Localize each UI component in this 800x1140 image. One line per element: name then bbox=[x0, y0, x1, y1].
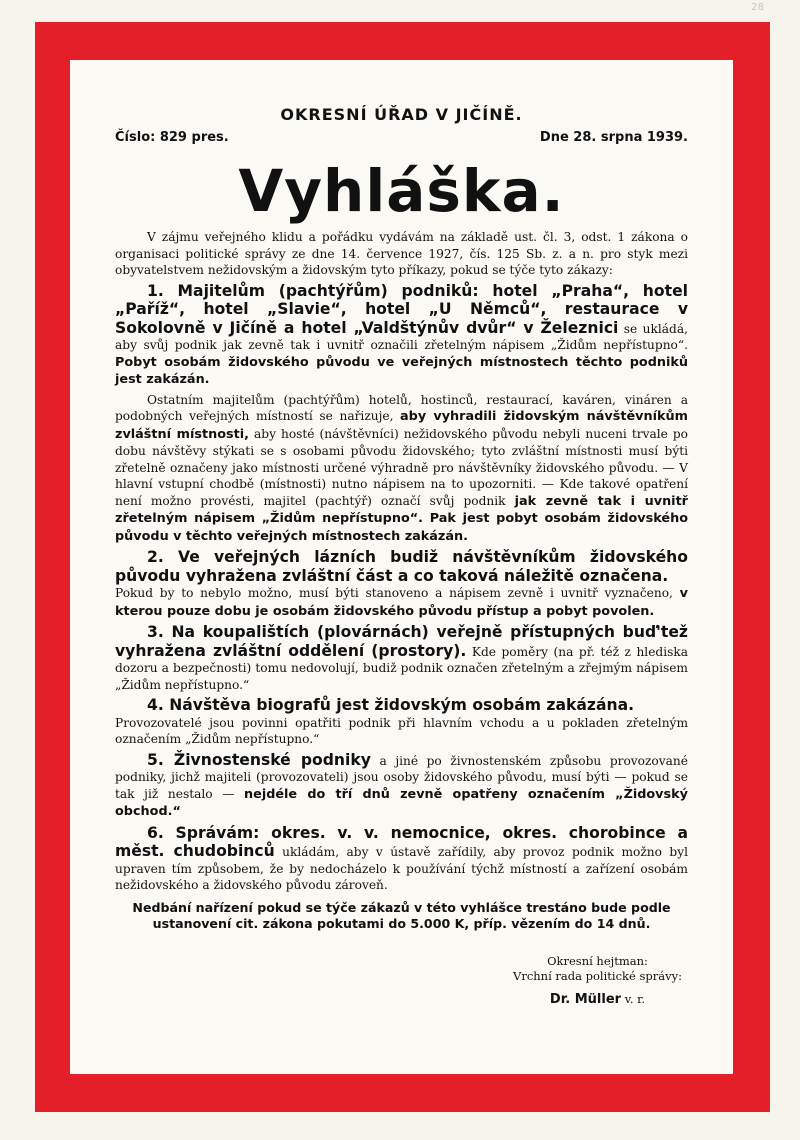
section-6-heading: 6. Správám: okres. v. v. nemocnice, okres. chorobince a měst. chudobinců bbox=[115, 823, 688, 860]
section-1-bold: Pobyt osobám židovského původu ve veřejných místnostech těchto podniků jest zakázán. bbox=[115, 354, 688, 387]
section-6 bbox=[115, 824, 688, 894]
red-frame-bottom bbox=[35, 1074, 770, 1112]
office-heading: OKRESNÍ ÚŘAD V JIČÍNĚ. bbox=[280, 105, 523, 124]
reference-line bbox=[115, 130, 688, 145]
section-1-heading: 1. Majitelům (pachtýřům) podniků: hotel „Praha“, hotel „Paříž“, hotel „Slavie“, hotel „U Němců“, restaurace v Sokolovně v Jičíně a hotel „Valdštýnův dvůr“ v Železnici bbox=[115, 281, 688, 337]
red-frame-left bbox=[35, 22, 70, 1112]
reference-number: Číslo: 829 pres. bbox=[115, 130, 229, 145]
section-3-heading: 3. Na koupalištích (plovárnách) veřejně přístupných buď'tež vyhražena zvláštní oddělení (prostory). bbox=[115, 623, 688, 660]
section-1-text: se ukládá, aby svůj podnik jak zevně tak i uvnitř označili zřetelným nápisem „Židům nepřístupno“. bbox=[115, 321, 688, 352]
section-1-other bbox=[115, 392, 688, 546]
section-1-other-text-2: aby hosté (návštěvníci) nežidovského původu nebyli nuceni trvale po dobu návštěvy stýkati se s osobami původu židovského; tyto zvláštní místnosti musí býti zřetelně označeny jako místnosti určené výhradně pro návštěvníky židovského původu. — V hlavní vstupní chodbě (místnosti) nutno nápisem na to upozorniti. — Kde takové opatření není možno provésti, majitel (pachtýř) označí svůj podnik bbox=[115, 426, 688, 508]
signatory-name: Dr. Müller bbox=[549, 991, 622, 1007]
poster-paper bbox=[70, 60, 733, 1074]
section-5-bold: nejdéle do tří dnů zevně opatřeny označením „Židovský obchod.“ bbox=[115, 786, 688, 819]
section-5 bbox=[115, 751, 688, 821]
section-4-text: Provozovatelé jsou povinni opatřiti podnik při hlavním vchodu a u pokladen zřetelným označením „Židům nepřístupno.“ bbox=[115, 715, 688, 746]
section-2-bold: v kterou pouze dobu je osobám židovského původu přístup a pobyt povolen. bbox=[115, 586, 688, 619]
section-3 bbox=[115, 623, 688, 693]
section-1-other-bold-1: aby vyhradili židovským návštěvníkům zvláštní místnosti, bbox=[115, 409, 688, 442]
red-frame-right bbox=[733, 22, 770, 1112]
signatory-suffix: v. r. bbox=[621, 991, 646, 1006]
section-2-heading: 2. Ve veřejných lázních budiž návštěvníkům židovského původu vyhražena zvláštní část a co taková náležitě označena. bbox=[115, 548, 688, 585]
section-5-heading: 5. Živnostenské podniky bbox=[147, 750, 371, 769]
signature-line-2: Vrchní rada politické správy: bbox=[513, 968, 682, 983]
section-5-text: a jiné po živnostenském způsobu provozované podniky, jichž majiteli (provozovateli) jsou osoby židovského původu, musí býti — pokud se tak již nestalo — bbox=[115, 753, 688, 801]
intro-paragraph: V zájmu veřejného klidu a pořádku vydávám na základě ust. čl. 3, odst. 1 zákona o organisaci politické správy ze dne 14. července 1927, čís. 125 Sb. z. a n. pro styk mezi obyvatelstvem nežidovským a židovským tyto příkazy, pokud se týče tyto zákazy: bbox=[115, 230, 688, 277]
signature-name-line bbox=[507, 992, 688, 1007]
poster-content bbox=[115, 105, 688, 1007]
corner-mark: 28 bbox=[751, 2, 764, 13]
issue-date: Dne 28. srpna 1939. bbox=[539, 130, 688, 145]
section-2 bbox=[115, 548, 688, 620]
section-3-text: Kde poměry (na př. též z hlediska dozoru a bezpečnosti) tomu nedovolují, budiž podnik označen zřetelným a zřejmým nápisem „Židům nepřístupno.“ bbox=[115, 644, 689, 692]
signature-line-1: Okresní hejtman: bbox=[547, 953, 648, 968]
penalty-notice: Nedbání nařízení pokud se týče zákazů v této vyhlášce trestáno bude podle ustanovení cit. zákona pokutami do 5.000 K, příp. vězením do 14 dnů. bbox=[132, 899, 671, 931]
section-1 bbox=[115, 282, 688, 389]
red-frame-top bbox=[35, 22, 770, 60]
section-1-other-text-1: Ostatním majitelům (pachtýřům) hotelů, hostinců, restaurací, kaváren, vináren a podobných veřejných místností se nařizuje, bbox=[115, 392, 688, 423]
section-4-heading: 4. Návštěva biografů jest židovským osobám zakázána. bbox=[147, 696, 635, 714]
section-6-text: ukládám, aby v ústavě zařídily, aby provoz podnik možno byl upraven tím způsobem, že by nedocházelo k používání týchž místností a zařízení osobám nežidovského a židovského původu zároveň. bbox=[115, 845, 688, 892]
section-1-other-bold-2: jak zevně tak i uvnitř zřetelným nápisem „Židům nepřístupno“. Pak jest pobyt osobám židovského původu v těchto veřejných místnostech zakázán. bbox=[115, 493, 688, 544]
poster-title: Vyhláška. bbox=[238, 157, 565, 225]
section-2-text: Pokud by to nebylo možno, musí býti stanoveno a nápisem zevně i uvnitř vyznačeno, bbox=[115, 586, 680, 600]
signature-block bbox=[507, 954, 688, 1007]
section-4 bbox=[115, 696, 688, 748]
